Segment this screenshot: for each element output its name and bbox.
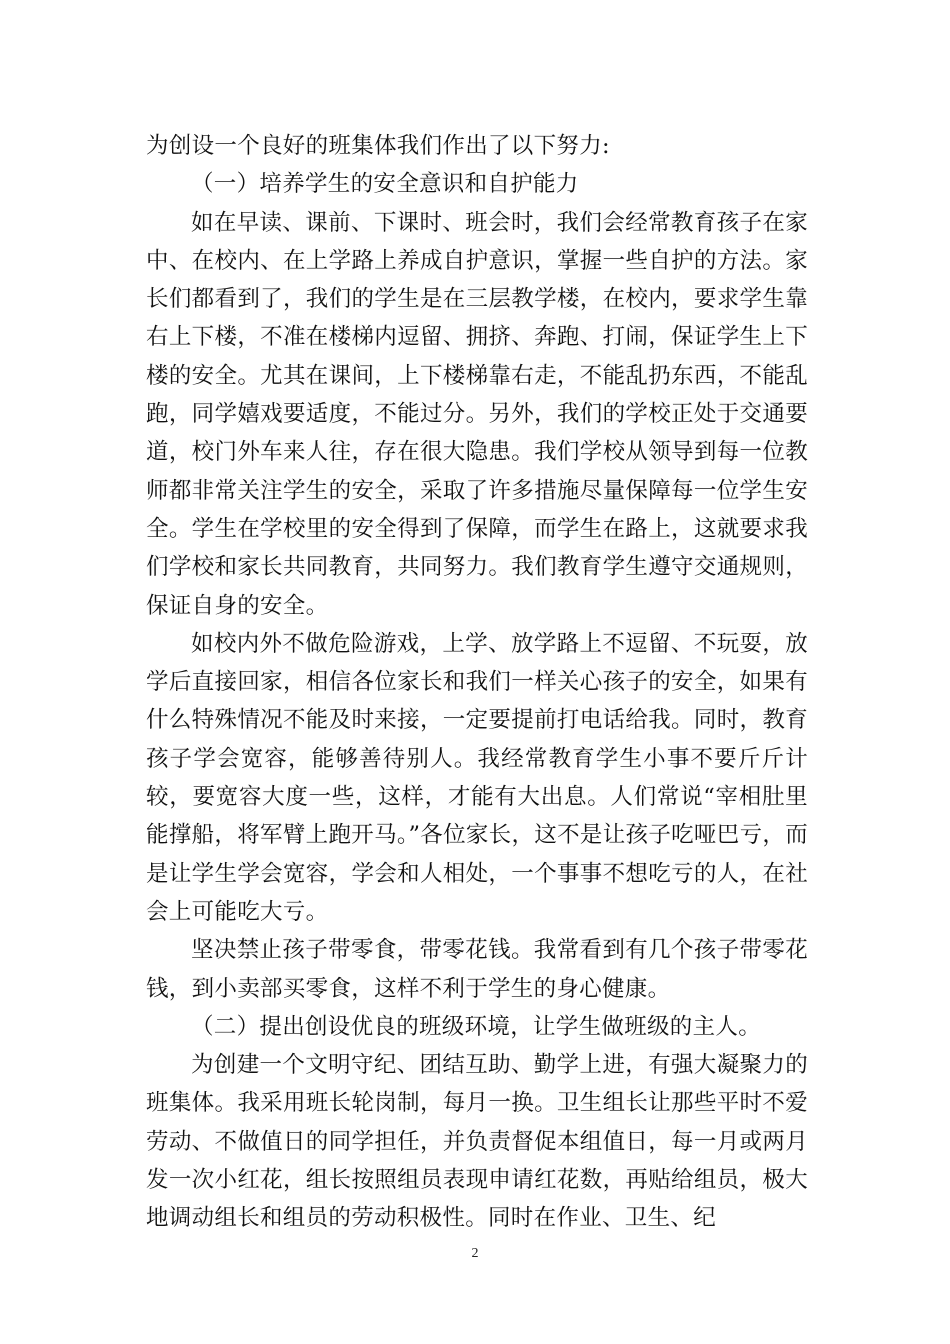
page-number: 2 (471, 1246, 479, 1261)
paragraph-no-snacks: 坚决禁止孩子带零食，带零花钱。我常看到有几个孩子带零花钱，到小卖部买零食，这样不利于学生的身心健康。 (146, 937, 808, 1002)
intro-paragraph: 为创设一个良好的班集体我们作出了以下努力: (146, 133, 610, 159)
paragraph-safety-education: 如在早读、课前、下课时、班会时，我们会经常教育孩子在家中、在校内、在上学路上养成自护意识，掌握一些自护的方法。家长们都看到了，我们的学生是在三层教学楼，在校内，要求学生靠右上下楼，不准在楼梯内逗留、拥挤、奔跑、打闹，保证学生上下楼的安全。尤其在课间，上下楼梯靠右走，不能乱扔东西，不能乱跑，同学嬉戏要适度，不能过分。另外，我们的学校正处于交通要道，校门外车来人往，存在很大隐患。我们学校从领导到每一位教师都非常关注学生的安全，采取了许多措施尽量保障每一位学生安全。学生在学校里的安全得到了保障，而学生在路上，这就要求我们学校和家长共同教育，共同努力。我们教育学生遵守交通规则，保证自身的安全。 (146, 209, 808, 619)
body-text (146, 127, 808, 1238)
section-heading-1: （一）培养学生的安全意识和自护能力 (191, 171, 579, 198)
paragraph-class-environment: 为创建一个文明守纪、团结互助、勤学上进，有强大凝聚力的班集体。我采用班长轮岗制，每月一换。卫生组长让那些平时不爱劳动、不做值日的同学担任，并负责督促本组值日，每一月或两月发一次小红花，组长按照组员表现申请红花数，再贴给组员，极大地调动组长和组员的劳动积极性。同时在作业、卫生、纪 (146, 1052, 808, 1232)
section-heading-2: （二）提出创设优良的班级环境，让学生做班级的主人。 (191, 1013, 762, 1040)
paragraph-games-and-tolerance: 如校内外不做危险游戏，上学、放学路上不逗留、不玩耍，放学后直接回家，相信各位家长和我们一样关心孩子的安全，如果有什么特殊情况不能及时来接，一定要提前打电话给我。同时，教育孩子学会宽容，能够善待别人。我经常教育学生小事不要斤斤计较，要宽容大度一些，这样，才能有大出息。人们常说“宰相肚里能撑船，将军臂上跑开马。”各位家长，这不是让孩子吃哑巴亏，而是让学生学会宽容，学会和人相处，一个事事不想吃亏的人，在社会上可能吃大亏。 (146, 630, 808, 925)
